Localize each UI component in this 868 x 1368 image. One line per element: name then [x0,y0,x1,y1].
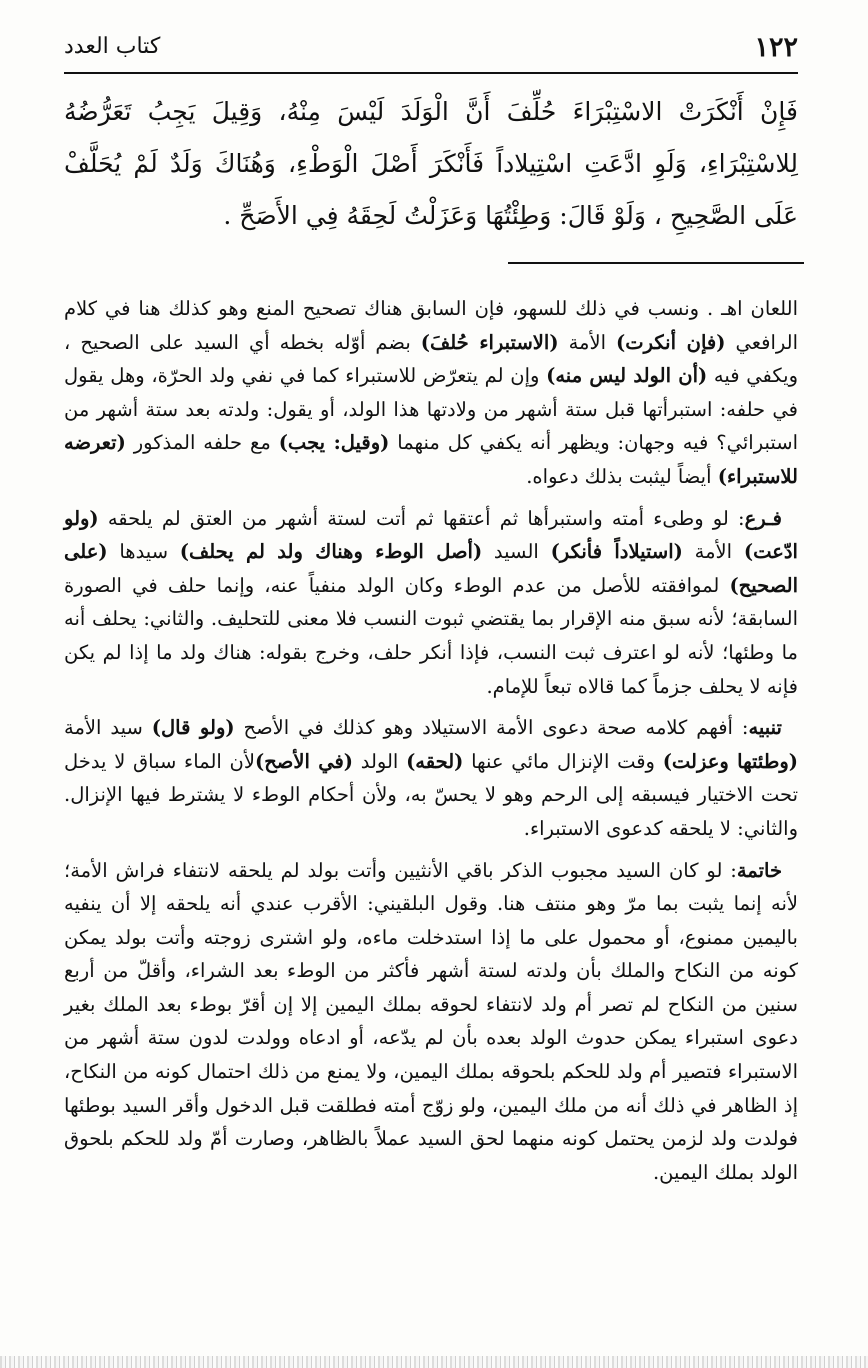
matn-quote: (استيلاداً فأنكر) [550,540,683,564]
commentary [64,292,798,1197]
commentary-paragraph-1 [64,292,798,494]
text-run: : لو كان السيد مجبوب الذكر باقي الأنثيين وأتت بولد لم يلحقه لانتفاء فراش الأمة؛ لأنه إنما يثبت بما مرّ وهو منتف هنا. وقول البلقيني: الأقرب عندي أنه يلحقه إلا أن ينفيه باليمين ممنوع، أو محمول على ما إذا استدخلت ماءه، ولو اشترى زوجته وأتت بولد يمكن كونه من النكاح والملك بأن ولدته لستة أشهر فأكثر من الوطء بعد الشراء، وأقلّ من أربع سنين من النكاح لم تصر أم ولد لانتفاء لحوقه بملك اليمين إلا إن أقرّ بوطء بعد الملك بغير دعوى استبراء يمكن حدوث الولد بعده بأن لم يدّعه، أو ادعاه وولدت لدون ستة أشهر من الاستبراء فتصير أم ولد للحكم بلحوقه بملك اليمين، ولا يمنع من ذلك احتمال كونه من النكاح، إذ الظاهر في ذلك أنه من ملك اليمين، ولو زوّج أمته فطلقت قبل الدخول وأقر السيد بوطئها فولدت ولد لزمن يحتمل كونه منهما لحق السيد عملاً بالظاهر، وصارت أمّ ولد للحكم بلحوق الولد بملك اليمين. [64,858,798,1184]
matn-quote: (تعرضه للاستبراء) [64,431,798,488]
commentary-paragraph-far [64,502,798,704]
text-run: لموافقته للأصل من عدم الوطء وكان الولد منفياً عنه، وإنما حلف في الصورة السابقة؛ لأنه سبق منه الإقرار بما يقتضي ثبوت النسب فلا معنى للتحليف. والثاني: يحلف أنه ما وطئها؛ لأنه لو اعترف ثبت النسب، فإذا أنكر حلف، وخرج بقوله: هناك ولد ما إذا لم يكن فإنه لا يحلف جزماً كما قالاه تبعاً للإمام. [64,573,798,698]
text-run: بضم أوّله بخطه أي السيد على الصحيح ، ويكفي فيه [64,330,798,388]
text-run: السيد [482,540,551,564]
matn-quote: (على الصحيح) [64,540,798,597]
text-run: الأمة [558,330,617,354]
matn-text: فَإِنْ أَنْكَرَتْ الاسْتِبْرَاءَ حُلِّفَ أَنَّ الْوَلَدَ لَيْسَ مِنْهُ، وَقِيلَ يَجِبُ تَعَرُّضُهُ لِلاسْتِبْرَاءِ، وَلَوِ ادَّعَتِ اسْتِيلاداً فَأَنْكَرَ أَصْلَ الْوَطْءِ، وَهُنَاكَ وَلَدٌ لَمْ يُحَلَّفْ عَلَى الصَّحِيحِ ، وَلَوْ قَالَ: وَطِئْتُهَا وَعَزَلْتُ لَحِقَهُ فِي الأَصَحِّ . [64,97,798,230]
scan-edge-noise [0,1356,868,1368]
matn-quote: (في الأصح) [254,749,353,773]
page-header [64,30,798,70]
matn-quote: (فإن أنكرت) [616,330,726,354]
matn-quote: (أن الولد ليس منه) [546,364,708,388]
text-run: الولد [353,749,407,773]
text-run: مع حلفه المذكور [125,431,279,455]
text-run: لأن الماء سباق لا يدخل تحت الاختيار فيسبقه إلى الرحم وهو لا يحسّ به، ولأن أحكام الوطء لا يشترط فيها الإنزال. والثاني: لا يلحقه كدعوى الاستبراء. [64,749,798,840]
running-title: كتاب العدد [64,34,161,59]
commentary-paragraph-tanbih [64,711,798,845]
matn-quote: (ولو قال) [151,716,235,740]
text-run: : أفهم كلامه صحة دعوى الأمة الاستيلاد وهو كذلك في الأصح [234,716,749,740]
text-run: وإن لم يتعرّض للاستبراء كما في نفي ولد الحرّة، وهل يقول في حلفه: استبرأتها قبل ستة أشهر من ولادتها هذا الولد، أو يقول: ولدته بعد ستة أشهر من استبرائي؟ فيه وجهان: ويظهر أنه يكفي كل منهما [64,364,798,455]
header-rule [64,72,798,74]
text-run: اللعان اهـ . ونسب في ذلك للسهو، فإن السابق هناك تصحيح المنع وهو كذلك هنا في كلام الرافعي [64,297,798,354]
matn-quote: (أصل الوطء وهناك ولد لم يحلف) [179,540,483,564]
section-label: تنبيه [748,716,782,740]
text-run: سيد الأمة [64,716,152,740]
text-run: سيدها [107,540,180,564]
matn-quote: (لحقه) [406,749,464,773]
matn-quote: (ولو ادّعت) [64,506,798,564]
matn-separator [508,262,804,264]
text-run: : لو وطىء أمته واستبرأها ثم أعتقها ثم أتت لستة أشهر من العتق لم يلحقه [98,506,745,530]
matn-quote: (وقيل: يجب) [278,431,390,455]
text-run: الأمة [682,540,744,564]
text-run: وقت الإنزال مائي عنها [463,749,663,773]
text-run: أيضاً ليثبت بذلك دعواه. [526,464,718,488]
page-number: ١٢٢ [754,32,798,63]
matn-quote: (الاستبراء حُلفَ) [420,330,559,354]
commentary-paragraph-khatima [64,854,798,1190]
matn-quote: (وطئتها وعزلت) [662,749,798,773]
section-label: فـرع [744,506,782,530]
section-label: خاتمة [736,858,782,882]
